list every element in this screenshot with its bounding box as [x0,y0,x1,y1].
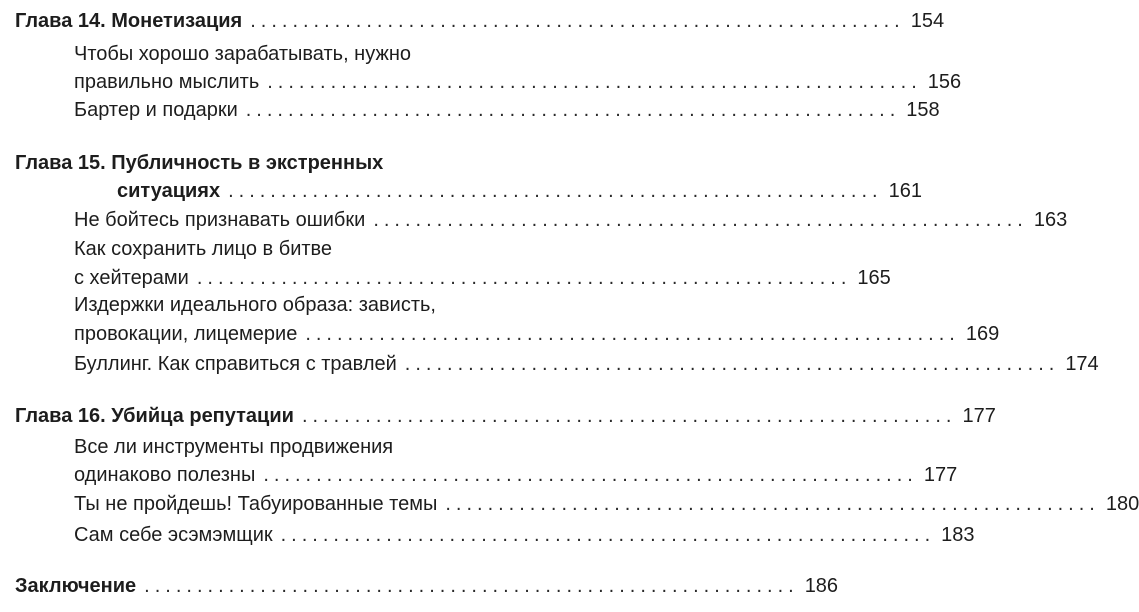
section-title: Ты не пройдешь! Табуированные темы [74,493,438,515]
toc-section-line [74,320,1000,348]
dot-leader: .............................................................. [250,10,905,32]
toc-chapter-line [117,177,922,205]
page-number: 183 [941,524,975,546]
dot-leader: .............................................................. [245,99,901,121]
section-title-line-1: Чтобы хорошо зарабатывать, нужно [74,43,411,65]
toc-section-line [74,68,962,96]
section-title-line-2: провокации, лицемерие [74,323,298,345]
toc-chapter-line [15,402,996,430]
dot-leader: .............................................................. [263,464,918,486]
page-number: 180 [1105,493,1139,515]
page-number: 174 [1065,353,1099,375]
toc-section-line [74,350,1099,378]
toc-section-line [74,206,1068,234]
section-title: Не бойтесь признавать ошибки [74,209,366,231]
page-number: 163 [1033,209,1068,231]
dot-leader: .............................................................. [305,323,960,345]
toc-section-line [74,96,940,124]
dot-leader: .............................................................. [228,180,883,202]
page-number: 158 [906,99,940,121]
dot-leader: .............................................................. [445,493,1100,515]
chapter-title: Глава 14. Монетизация [15,10,243,32]
section-title: Буллинг. Как справиться с травлей [74,353,397,375]
page-number: 161 [888,180,922,202]
section-title-line-1: Издержки идеального образа: зависть, [74,294,436,316]
dot-leader: .............................................................. [267,71,922,93]
section-title-line-1: Как сохранить лицо в битве [74,238,333,260]
toc-chapter-line [15,572,839,600]
page-number: 169 [965,323,1000,345]
section-title-line-1: Все ли инструменты продвижения [74,436,394,458]
section-title-line-2: одинаково полезны [74,464,256,486]
dot-leader: .............................................................. [196,267,852,289]
page-number: 177 [923,464,958,486]
chapter-title: Глава 16. Убийца репутации [15,405,294,427]
section-title: Бартер и подарки [74,99,238,121]
toc-section-line [74,521,975,549]
toc-section-line [74,264,891,292]
section-title-line-2: правильно мыслить [74,71,260,93]
section-title-line-2: с хейтерами [74,267,189,289]
dot-leader: .............................................................. [404,353,1060,375]
chapter-title-line-1: Глава 15. Публичность в экстренных [15,152,384,174]
dot-leader: .............................................................. [144,575,799,597]
chapter-title-line-2: ситуациях [117,180,221,202]
dot-leader: .............................................................. [373,209,1028,231]
page-number: 154 [910,10,945,32]
toc-chapter-line [15,7,945,35]
page-number: 186 [804,575,839,597]
page-number: 177 [962,405,996,427]
dot-leader: .............................................................. [280,524,936,546]
page-number: 165 [857,267,891,289]
page-number: 156 [927,71,962,93]
toc-section-line [74,490,1139,518]
section-title: Сам себе эсэмэмщик [74,524,273,546]
dot-leader: .............................................................. [301,405,957,427]
conclusion-title: Заключение [15,575,137,597]
toc-section-line [74,461,958,489]
